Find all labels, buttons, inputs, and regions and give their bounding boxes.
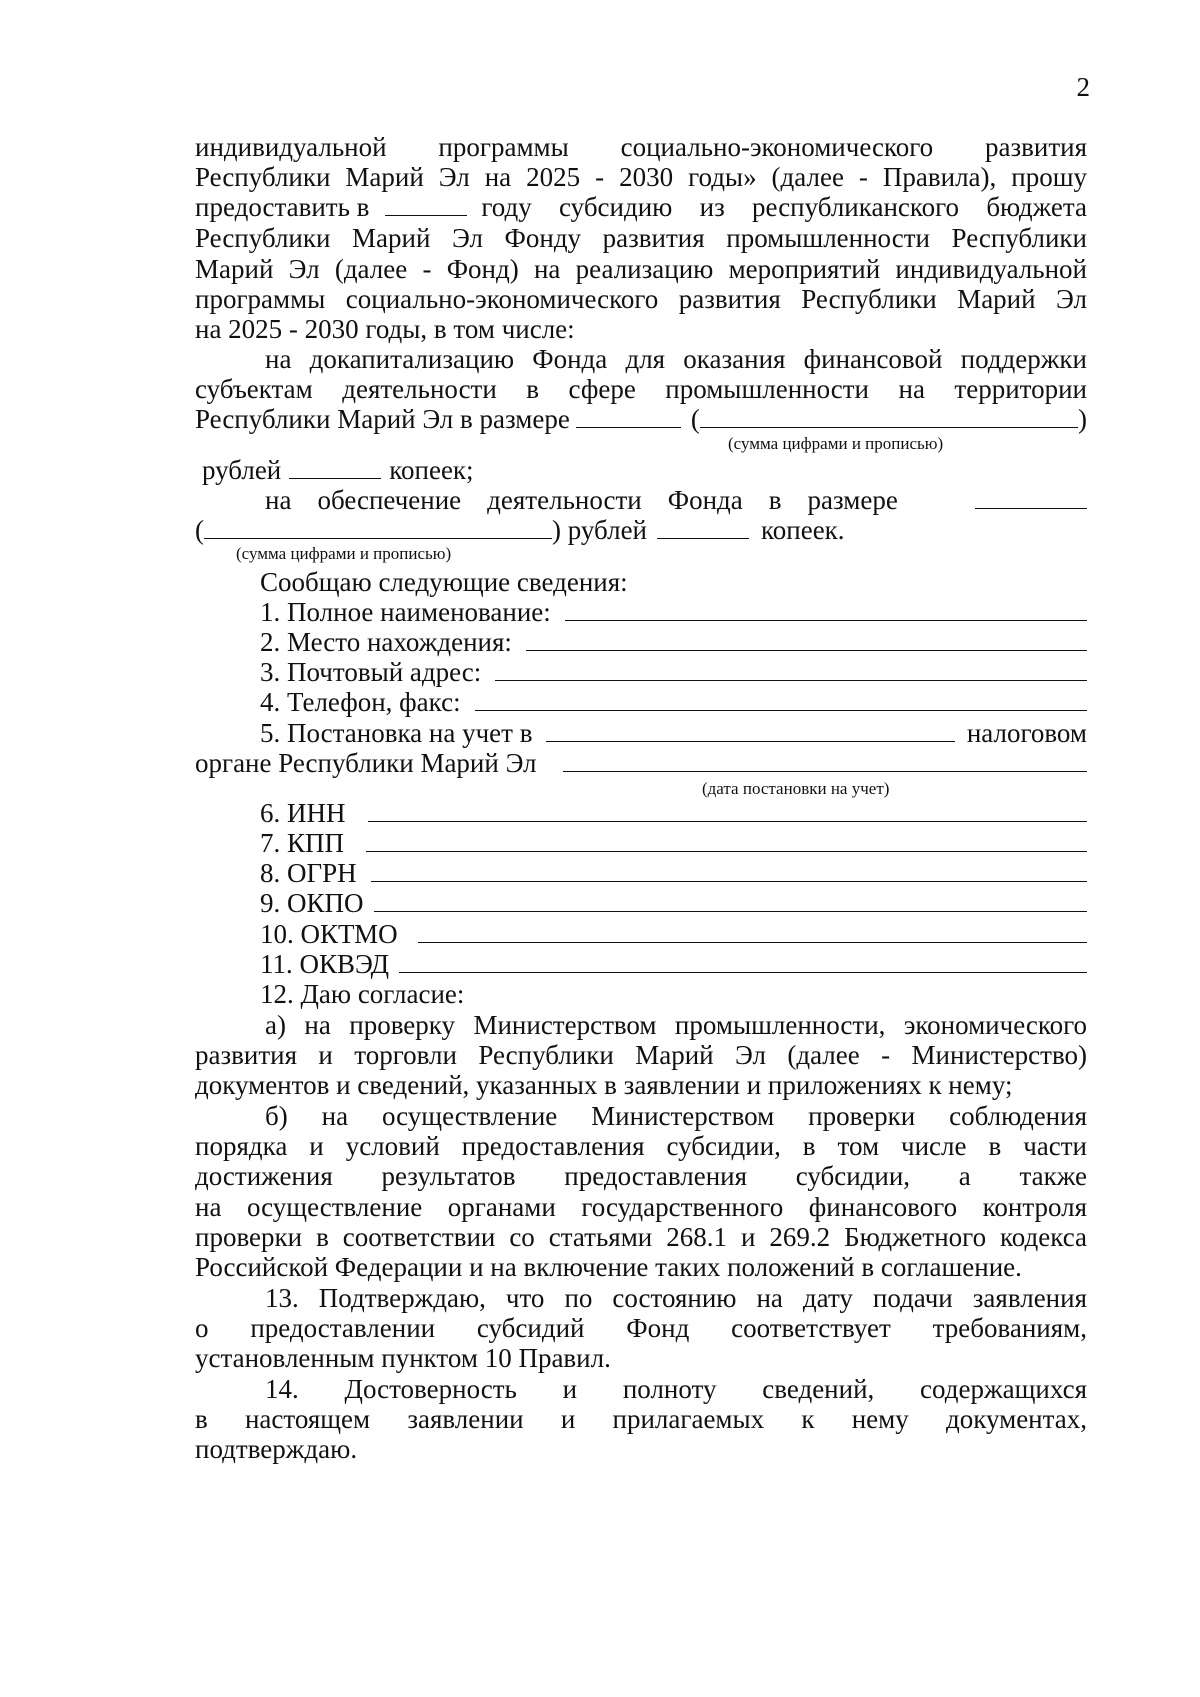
tax-registration-row-2 [195,747,1087,779]
text-line: 14. Достоверность и полноту сведений, содержащихся [265,1374,1087,1404]
text-line: индивидуальной программы социально-экономического развития [195,132,1087,162]
text-fragment: Республики Марий Эл в размере [195,404,570,434]
field-label: налоговом [966,718,1087,748]
postal-address-field[interactable] [495,658,1087,681]
kpp-field[interactable] [366,829,1087,852]
location-field[interactable] [526,628,1087,651]
text-fragment: Фонда [667,485,743,515]
location-row [260,626,1087,658]
field-label: 1. Полное наименование: [260,597,551,627]
okved-field[interactable] [399,950,1087,973]
field-label: 5. Постановка на учет в [260,718,533,748]
full-name-row [260,596,1087,628]
text-line: документов и сведений, указанных в заявлении и приложениях к нему; [195,1070,1013,1100]
registration-date-field[interactable] [563,749,1087,772]
text-line: программы социально-экономического развития Республики Марий Эл [195,284,1087,314]
text-line: на докапитализацию Фонда для оказания финансовой поддержки [265,344,1087,374]
support-kopecks-blank[interactable] [657,516,749,539]
year-blank-field[interactable] [385,193,467,216]
okpo-row [260,887,1087,919]
text-line: в настоящем заявлении и прилагаемых к нему документах, [195,1404,1087,1434]
close-paren: ) [1078,404,1087,434]
okpo-field[interactable] [374,889,1087,912]
text-line: установленным пунктом 10 Правил. [195,1343,611,1373]
field-caption: (сумма цифрами и прописью) [728,434,944,453]
phone-fax-row [260,686,1087,718]
text-fragment: обеспечение [317,485,462,515]
field-caption: (сумма цифрами и прописью) [236,544,452,563]
recap-kopecks-blank[interactable] [289,456,381,479]
text-fragment: копеек. [761,515,845,545]
text-line: на 2025 - 2030 годы, в том числе: [195,314,575,344]
open-paren: ( [195,515,204,545]
oktmo-row [260,918,1087,950]
field-label: органе Республики Марий Эл [195,748,537,778]
field-label: 10. ОКТМО [260,919,398,949]
tax-registration-row [260,717,1087,749]
postal-address-row [260,656,1087,688]
text-line: о предоставлении субсидий Фонд соответствует требованиям, [195,1313,1087,1343]
text-fragment: в [768,485,782,515]
oktmo-field[interactable] [418,920,1087,943]
inn-field[interactable] [368,799,1088,822]
text-line [195,191,1087,223]
text-line: развития и торговли Республики Марий Эл (далее - Министерство) [195,1040,1087,1070]
field-label: 11. ОКВЭД [260,949,389,979]
text-line [195,514,1087,546]
consent-heading: 12. Даю согласие: [260,979,465,1009]
text-line: субъектам деятельности в сфере промышленности на территории [195,374,1087,404]
field-label: 6. ИНН [260,798,346,828]
field-label: 9. ОКПО [260,888,364,918]
text-line: Республики Марий Эл Фонду развития промышленности Республики [195,223,1087,253]
text-line: порядка и условий предоставления субсидии, в том числе в части [195,1131,1087,1161]
text-fragment: размере [807,485,898,515]
field-label: 8. ОГРН [260,858,357,888]
field-label: 2. Место нахождения: [260,627,512,657]
recap-amount-blank[interactable] [576,405,681,428]
text-fragment: деятельности [487,485,642,515]
text-fragment: году субсидию из республиканского бюджета [481,192,1087,222]
text-line [265,484,1087,516]
text-line: проверки в соответствии со статьями 268.1 и 269.2 Бюджетного кодекса [195,1222,1087,1252]
text-line: а) на проверку Министерством промышленности, экономического [265,1010,1087,1040]
tax-authority-field[interactable] [546,719,954,742]
text-fragment: на [265,485,292,515]
phone-fax-field[interactable] [475,688,1087,711]
page-number: 2 [1076,72,1090,102]
text-fragment: копеек; [389,455,474,485]
recap-amount-words-blank[interactable] [700,405,1078,428]
open-paren: ( [690,404,700,434]
support-amount-words-blank[interactable] [204,516,552,539]
field-label: 4. Телефон, факс: [260,687,461,717]
support-amount-blank[interactable] [975,486,1087,509]
field-label: 7. КПП [260,828,345,858]
text-fragment: предоставить в [195,192,370,222]
text-line: подтверждаю. [195,1434,358,1464]
full-name-field[interactable] [565,598,1087,621]
text-fragment: рублей [202,455,282,485]
text-line [202,454,1094,486]
field-label: 3. Почтовый адрес: [260,657,482,687]
text-line: б) на осуществление Министерством проверки соблюдения [265,1101,1087,1131]
ogrn-field[interactable] [371,859,1087,882]
inn-row [260,797,1087,829]
text-line: Марий Эл (далее - Фонд) на реализацию мероприятий индивидуальной [195,254,1087,284]
kpp-row [260,827,1087,859]
text-fragment: ) рублей [552,515,648,545]
section-heading: Сообщаю следующие сведения: [260,567,628,597]
text-line [195,403,1087,435]
text-line: на осуществление органами государственного финансового контроля [195,1192,1087,1222]
text-line: Российской Федерации и на включение таких положений в соглашение. [195,1252,1022,1282]
text-line: достижения результатов предоставления субсидии, а также [195,1161,1087,1191]
field-caption: (дата постановки на учет) [702,779,890,798]
text-line: Республики Марий Эл на 2025 - 2030 годы» (далее - Правила), прошу [195,162,1087,192]
text-line: 13. Подтверждаю, что по состоянию на дату подачи заявления [265,1283,1087,1313]
ogrn-row [260,857,1087,889]
okved-row [260,948,1087,980]
